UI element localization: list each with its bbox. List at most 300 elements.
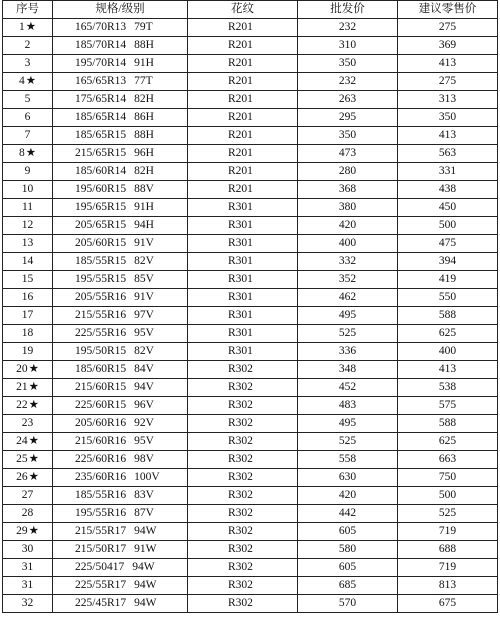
spec-grade-cell: [53, 505, 188, 523]
tread-pattern-cell: R302: [188, 415, 298, 433]
table-row: [3, 253, 498, 271]
row-index: 30: [21, 543, 34, 555]
retail-price-cell: 719: [398, 559, 498, 577]
wholesale-price-cell: 420: [298, 217, 398, 235]
table-row: [3, 541, 498, 559]
wholesale-price-cell: 452: [298, 379, 398, 397]
row-index: 17: [21, 309, 34, 321]
star-icon: ★: [28, 471, 39, 483]
table-row: [3, 163, 498, 181]
tread-pattern-cell: R201: [188, 109, 298, 127]
spec-grade-cell: [53, 19, 188, 37]
tire-spec: 225/45R17: [75, 597, 127, 609]
table-row: [3, 109, 498, 127]
wholesale-price-cell: 630: [298, 469, 398, 487]
spec-grade-cell: [53, 361, 188, 379]
retail-price-cell: 575: [398, 397, 498, 415]
retail-price-cell: 813: [398, 577, 498, 595]
tread-pattern-cell: R302: [188, 487, 298, 505]
table-row: [3, 379, 498, 397]
table-row: [3, 397, 498, 415]
retail-price-cell: 475: [398, 235, 498, 253]
header-row: [3, 1, 498, 19]
wholesale-price-cell: 232: [298, 73, 398, 91]
spec-grade-cell: [53, 415, 188, 433]
wholesale-price-cell: 350: [298, 55, 398, 73]
table-row: [3, 199, 498, 217]
table-row: [3, 181, 498, 199]
load-speed-grade: 88H: [134, 39, 154, 51]
tire-spec: 225/55R17: [75, 579, 127, 591]
row-index-cell: [3, 343, 53, 361]
header-spec-grade: 规格/级别: [53, 1, 188, 19]
row-index: 8: [18, 147, 25, 159]
row-index: 16: [21, 291, 34, 303]
table-row: [3, 19, 498, 37]
star-icon: ★: [25, 147, 37, 159]
wholesale-price-cell: 605: [298, 523, 398, 541]
row-index: 1: [18, 21, 25, 33]
table-row: [3, 91, 498, 109]
load-speed-grade: 86H: [134, 111, 154, 123]
tire-spec: 215/60R16: [75, 435, 127, 447]
wholesale-price-cell: 495: [298, 307, 398, 325]
load-speed-grade: 85V: [134, 273, 154, 285]
row-index: 11: [21, 201, 34, 213]
row-index: 19: [21, 345, 34, 357]
spec-grade-cell: [53, 73, 188, 91]
load-speed-grade: 79T: [134, 21, 153, 33]
spec-grade-cell: [53, 127, 188, 145]
tire-spec: 215/55R16: [75, 309, 127, 321]
wholesale-price-cell: 348: [298, 361, 398, 379]
tire-spec: 165/65R13: [75, 75, 127, 87]
retail-price-cell: 538: [398, 379, 498, 397]
retail-price-cell: 413: [398, 55, 498, 73]
tread-pattern-cell: R201: [188, 37, 298, 55]
table-row: [3, 145, 498, 163]
star-icon: ★: [28, 453, 39, 465]
retail-price-cell: 750: [398, 469, 498, 487]
tire-spec: 205/60R16: [75, 417, 127, 429]
retail-price-cell: 450: [398, 199, 498, 217]
tire-spec: 185/60R14: [75, 165, 127, 177]
retail-price-cell: 313: [398, 91, 498, 109]
wholesale-price-cell: 495: [298, 415, 398, 433]
row-index: 31: [21, 561, 34, 573]
table-row: [3, 559, 498, 577]
retail-price-cell: 500: [398, 217, 498, 235]
wholesale-price-cell: 420: [298, 487, 398, 505]
table-row: [3, 55, 498, 73]
retail-price-cell: 563: [398, 145, 498, 163]
wholesale-price-cell: 462: [298, 289, 398, 307]
load-speed-grade: 98V: [134, 453, 154, 465]
load-speed-grade: 91H: [134, 57, 154, 69]
row-index-cell: [3, 505, 53, 523]
row-index-cell: [3, 163, 53, 181]
tread-pattern-cell: R201: [188, 145, 298, 163]
row-index: 7: [24, 129, 31, 141]
load-speed-grade: 84V: [134, 363, 154, 375]
table-row: [3, 325, 498, 343]
wholesale-price-cell: 232: [298, 19, 398, 37]
load-speed-grade: 94W: [134, 597, 157, 609]
row-index: 32: [21, 597, 34, 609]
row-index: 25: [16, 453, 28, 465]
row-index: 12: [21, 219, 34, 231]
row-index: 15: [21, 273, 34, 285]
row-index-cell: [3, 37, 53, 55]
tread-pattern-cell: R301: [188, 253, 298, 271]
retail-price-cell: 663: [398, 451, 498, 469]
spec-grade-cell: [53, 595, 188, 613]
tread-pattern-cell: R302: [188, 559, 298, 577]
spec-grade-cell: [53, 37, 188, 55]
tread-pattern-cell: R201: [188, 73, 298, 91]
load-speed-grade: 87V: [134, 507, 154, 519]
row-index-cell: [3, 361, 53, 379]
load-speed-grade: 82V: [134, 345, 154, 357]
tread-pattern-cell: R302: [188, 523, 298, 541]
tire-spec: 195/65R15: [75, 201, 127, 213]
tread-pattern-cell: R302: [188, 577, 298, 595]
row-index: 13: [21, 237, 34, 249]
spec-grade-cell: [53, 145, 188, 163]
row-index-cell: [3, 235, 53, 253]
row-index-cell: [3, 55, 53, 73]
row-index-cell: [3, 397, 53, 415]
retail-price-cell: 438: [398, 181, 498, 199]
table-row: [3, 271, 498, 289]
header-tread-pattern: 花纹: [188, 1, 298, 19]
star-icon: ★: [28, 399, 39, 411]
row-index: 26: [16, 471, 28, 483]
row-index-cell: [3, 91, 53, 109]
table-row: [3, 433, 498, 451]
table-row: [3, 37, 498, 55]
tread-pattern-cell: R302: [188, 595, 298, 613]
row-index-cell: [3, 415, 53, 433]
tire-spec: 195/55R16: [75, 507, 127, 519]
retail-price-cell: 625: [398, 433, 498, 451]
tire-spec: 195/50R15: [75, 345, 127, 357]
spec-grade-cell: [53, 253, 188, 271]
spec-grade-cell: [53, 163, 188, 181]
row-index: 27: [21, 489, 34, 501]
load-speed-grade: 88H: [134, 129, 154, 141]
wholesale-price-cell: 605: [298, 559, 398, 577]
tire-spec: 225/55R16: [75, 327, 127, 339]
tire-spec: 185/55R15: [75, 255, 127, 267]
table-body: [3, 19, 498, 613]
tread-pattern-cell: R201: [188, 91, 298, 109]
row-index: 5: [24, 93, 31, 105]
row-index: 29: [16, 525, 28, 537]
star-icon: ★: [25, 21, 37, 33]
star-icon: ★: [25, 75, 37, 87]
wholesale-price-cell: 350: [298, 127, 398, 145]
star-icon: ★: [28, 525, 39, 537]
wholesale-price-cell: 332: [298, 253, 398, 271]
row-index-cell: [3, 541, 53, 559]
wholesale-price-cell: 280: [298, 163, 398, 181]
row-index-cell: [3, 109, 53, 127]
tread-pattern-cell: R301: [188, 307, 298, 325]
row-index: 31: [21, 579, 34, 591]
row-index-cell: [3, 199, 53, 217]
wholesale-price-cell: 400: [298, 235, 398, 253]
row-index-cell: [3, 325, 53, 343]
table-row: [3, 73, 498, 91]
retail-price-cell: 275: [398, 19, 498, 37]
row-index-cell: [3, 487, 53, 505]
wholesale-price-cell: 442: [298, 505, 398, 523]
load-speed-grade: 94W: [132, 561, 155, 573]
table-row: [3, 577, 498, 595]
tire-spec: 185/65R15: [75, 129, 127, 141]
load-speed-grade: 91W: [134, 543, 157, 555]
tread-pattern-cell: R302: [188, 451, 298, 469]
spec-grade-cell: [53, 469, 188, 487]
load-speed-grade: 92V: [134, 417, 154, 429]
wholesale-price-cell: 380: [298, 199, 398, 217]
spec-grade-cell: [53, 379, 188, 397]
retail-price-cell: 331: [398, 163, 498, 181]
wholesale-price-cell: 336: [298, 343, 398, 361]
tread-pattern-cell: R302: [188, 469, 298, 487]
load-speed-grade: 94V: [134, 381, 154, 393]
row-index: 23: [21, 417, 34, 429]
row-index-cell: [3, 523, 53, 541]
tread-pattern-cell: R201: [188, 55, 298, 73]
load-speed-grade: 95V: [134, 327, 154, 339]
tread-pattern-cell: R302: [188, 541, 298, 559]
tread-pattern-cell: R301: [188, 217, 298, 235]
spec-grade-cell: [53, 451, 188, 469]
retail-price-cell: 413: [398, 361, 498, 379]
spec-grade-cell: [53, 559, 188, 577]
row-index: 10: [21, 183, 34, 195]
load-speed-grade: 94W: [134, 525, 157, 537]
retail-price-cell: 625: [398, 325, 498, 343]
load-speed-grade: 94H: [134, 219, 154, 231]
row-index: 21: [16, 381, 28, 393]
row-index-cell: [3, 307, 53, 325]
spec-grade-cell: [53, 307, 188, 325]
load-speed-grade: 94W: [134, 579, 157, 591]
header-suggested-retail-price: 建议零售价: [398, 1, 498, 19]
star-icon: ★: [28, 381, 39, 393]
row-index: 4: [18, 75, 25, 87]
tread-pattern-cell: R301: [188, 289, 298, 307]
row-index-cell: [3, 253, 53, 271]
tire-price-table: [2, 0, 498, 613]
wholesale-price-cell: 525: [298, 325, 398, 343]
tread-pattern-cell: R302: [188, 397, 298, 415]
table-row: [3, 451, 498, 469]
load-speed-grade: 96H: [134, 147, 154, 159]
tire-spec: 185/55R16: [75, 489, 127, 501]
tire-spec: 205/65R15: [75, 219, 127, 231]
retail-price-cell: 413: [398, 127, 498, 145]
row-index-cell: [3, 19, 53, 37]
tire-spec: 215/50R17: [75, 543, 127, 555]
retail-price-cell: 719: [398, 523, 498, 541]
row-index: 9: [24, 165, 31, 177]
tire-spec: 225/60R16: [75, 453, 127, 465]
table-row: [3, 307, 498, 325]
row-index: 20: [16, 363, 28, 375]
tire-spec: 165/70R13: [75, 21, 127, 33]
table-row: [3, 487, 498, 505]
tread-pattern-cell: R302: [188, 505, 298, 523]
tread-pattern-cell: R301: [188, 199, 298, 217]
table-row: [3, 523, 498, 541]
tread-pattern-cell: R301: [188, 343, 298, 361]
row-index: 24: [16, 435, 28, 447]
spec-grade-cell: [53, 541, 188, 559]
tire-spec: 205/55R16: [75, 291, 127, 303]
retail-price-cell: 550: [398, 289, 498, 307]
spec-grade-cell: [53, 325, 188, 343]
retail-price-cell: 350: [398, 109, 498, 127]
spec-grade-cell: [53, 181, 188, 199]
load-speed-grade: 96V: [134, 399, 154, 411]
retail-price-cell: 500: [398, 487, 498, 505]
spec-grade-cell: [53, 343, 188, 361]
tire-spec: 235/60R16: [75, 471, 127, 483]
row-index-cell: [3, 145, 53, 163]
table-row: [3, 127, 498, 145]
spec-grade-cell: [53, 217, 188, 235]
table-row: [3, 595, 498, 613]
tread-pattern-cell: R301: [188, 325, 298, 343]
row-index-cell: [3, 379, 53, 397]
tread-pattern-cell: R302: [188, 433, 298, 451]
spec-grade-cell: [53, 289, 188, 307]
load-speed-grade: 82H: [134, 165, 154, 177]
wholesale-price-cell: 580: [298, 541, 398, 559]
row-index: 6: [24, 111, 31, 123]
row-index-cell: [3, 559, 53, 577]
retail-price-cell: 688: [398, 541, 498, 559]
tire-spec: 215/60R15: [75, 381, 127, 393]
load-speed-grade: 97V: [134, 309, 154, 321]
row-index: 22: [16, 399, 28, 411]
load-speed-grade: 77T: [134, 75, 153, 87]
row-index: 3: [24, 57, 31, 69]
load-speed-grade: 100V: [134, 471, 160, 483]
tire-spec: 185/60R15: [75, 363, 127, 375]
row-index-cell: [3, 271, 53, 289]
star-icon: ★: [28, 363, 39, 375]
tread-pattern-cell: R201: [188, 127, 298, 145]
tire-spec: 195/70R14: [75, 57, 127, 69]
load-speed-grade: 83V: [134, 489, 154, 501]
load-speed-grade: 91H: [134, 201, 154, 213]
tire-spec: 185/70R14: [75, 39, 127, 51]
retail-price-cell: 369: [398, 37, 498, 55]
row-index-cell: [3, 73, 53, 91]
retail-price-cell: 394: [398, 253, 498, 271]
retail-price-cell: 525: [398, 505, 498, 523]
wholesale-price-cell: 685: [298, 577, 398, 595]
row-index: 2: [24, 39, 31, 51]
table-row: [3, 469, 498, 487]
wholesale-price-cell: 570: [298, 595, 398, 613]
retail-price-cell: 588: [398, 307, 498, 325]
tire-spec: 195/60R15: [75, 183, 127, 195]
spec-grade-cell: [53, 271, 188, 289]
wholesale-price-cell: 368: [298, 181, 398, 199]
retail-price-cell: 275: [398, 73, 498, 91]
row-index-cell: [3, 451, 53, 469]
table-row: [3, 361, 498, 379]
tread-pattern-cell: R201: [188, 19, 298, 37]
tire-spec: 175/65R14: [75, 93, 127, 105]
load-speed-grade: 91V: [134, 237, 154, 249]
tread-pattern-cell: R302: [188, 361, 298, 379]
tire-spec: 205/60R15: [75, 237, 127, 249]
retail-price-cell: 588: [398, 415, 498, 433]
table-row: [3, 235, 498, 253]
row-index-cell: [3, 433, 53, 451]
wholesale-price-cell: 525: [298, 433, 398, 451]
spec-grade-cell: [53, 109, 188, 127]
spec-grade-cell: [53, 487, 188, 505]
wholesale-price-cell: 558: [298, 451, 398, 469]
table-row: [3, 217, 498, 235]
retail-price-cell: 400: [398, 343, 498, 361]
spec-grade-cell: [53, 397, 188, 415]
spec-grade-cell: [53, 199, 188, 217]
table-row: [3, 505, 498, 523]
tread-pattern-cell: R302: [188, 379, 298, 397]
retail-price-cell: 419: [398, 271, 498, 289]
tire-spec: 215/65R15: [75, 147, 127, 159]
row-index: 14: [21, 255, 34, 267]
wholesale-price-cell: 295: [298, 109, 398, 127]
row-index-cell: [3, 181, 53, 199]
row-index-cell: [3, 469, 53, 487]
tread-pattern-cell: R201: [188, 163, 298, 181]
spec-grade-cell: [53, 235, 188, 253]
row-index: 28: [21, 507, 34, 519]
tire-spec: 185/65R14: [75, 111, 127, 123]
wholesale-price-cell: 310: [298, 37, 398, 55]
load-speed-grade: 88V: [134, 183, 154, 195]
retail-price-cell: 675: [398, 595, 498, 613]
spec-grade-cell: [53, 577, 188, 595]
header-wholesale-price: 批发价: [298, 1, 398, 19]
row-index-cell: [3, 595, 53, 613]
wholesale-price-cell: 473: [298, 145, 398, 163]
spec-grade-cell: [53, 55, 188, 73]
row-index: 18: [21, 327, 34, 339]
table-row: [3, 289, 498, 307]
tire-spec: 225/60R15: [75, 399, 127, 411]
spec-grade-cell: [53, 91, 188, 109]
spec-grade-cell: [53, 523, 188, 541]
load-speed-grade: 82H: [134, 93, 154, 105]
row-index-cell: [3, 127, 53, 145]
row-index-cell: [3, 217, 53, 235]
header-index: 序号: [3, 1, 53, 19]
tire-spec: 225/50417: [75, 561, 125, 573]
load-speed-grade: 95V: [134, 435, 154, 447]
tire-spec: 195/55R15: [75, 273, 127, 285]
